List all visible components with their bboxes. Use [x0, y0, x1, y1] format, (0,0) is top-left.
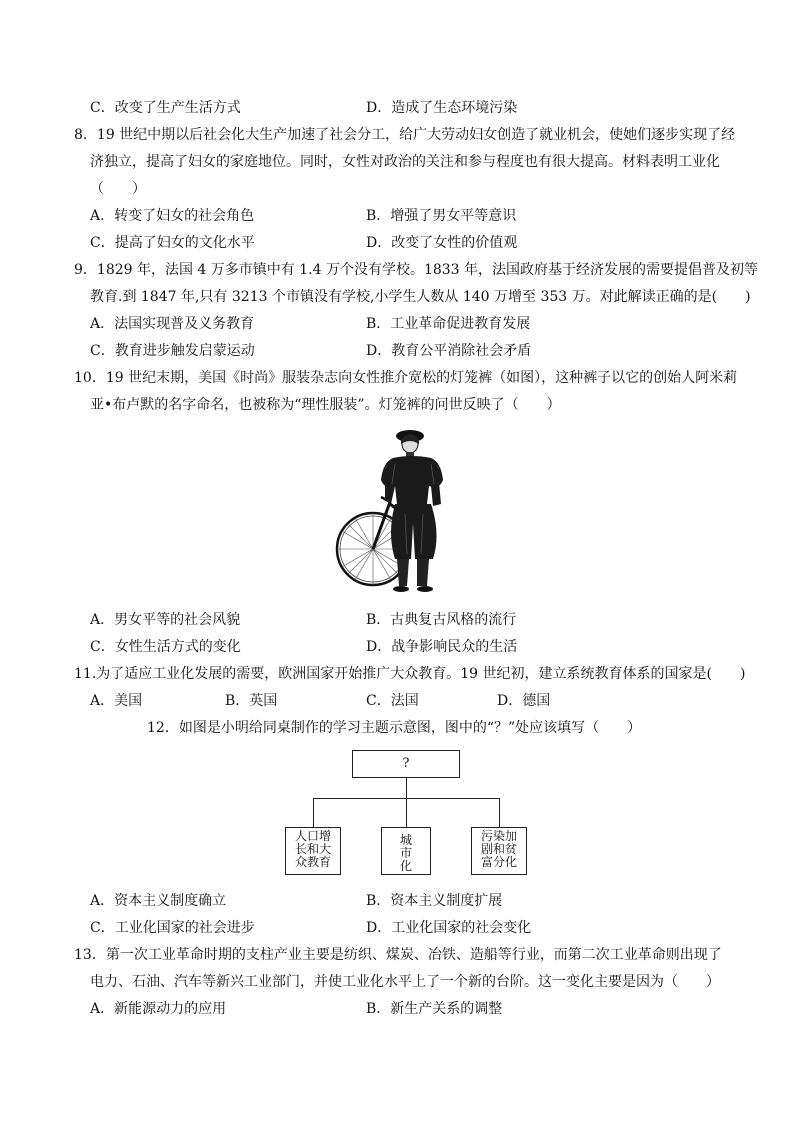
diagram-connector-middle — [406, 798, 407, 827]
q9-stem-line2: 教育.到 1847 年,只有 3213 个市镇没有学校,小学生人数从 140 万增至 353 万。对此解读正确的是( ) — [90, 289, 751, 305]
bloomer-woman-bicycle-image — [335, 424, 475, 599]
diagram-connector-right — [499, 798, 500, 827]
diagram-box-population-education-text: 人口增长和大众教育 — [294, 829, 331, 869]
q12-option-d: D．工业化国家的社会变化 — [366, 920, 532, 936]
q13-option-a: A．新能源动力的应用 — [90, 1001, 227, 1017]
q9-option-a: A．法国实现普及义务教育 — [90, 316, 255, 332]
q8-answer-blank: （ ） — [90, 181, 146, 197]
q10-option-c: C．女性生活方式的变化 — [90, 639, 241, 655]
diagram-connector-left — [313, 798, 314, 827]
bloomer-illustration-svg — [335, 424, 475, 599]
q9-option-b: B．工业革命促进教育发展 — [366, 316, 531, 332]
q8-option-d: D．改变了女性的价值观 — [366, 235, 518, 251]
diagram-connector-main — [406, 778, 407, 798]
q9-option-c: C．教育进步触发启蒙运动 — [90, 343, 255, 359]
q11-option-a: A．美国 — [90, 693, 143, 709]
diagram-topic-box: ? — [352, 750, 460, 778]
q10-option-a: A．男女平等的社会风貌 — [90, 612, 241, 628]
q10-option-d: D．战争影响民众的生活 — [366, 639, 518, 655]
q12-stem-line1: 12．如图是小明给同桌制作的学习主题示意图，图中的“？”处应该填写（ ） — [147, 720, 642, 736]
q8-stem-line1: 8．19 世纪中期以后社会化大生产加速了社会分工，给广大劳动妇女创造了就业机会，使她们逐步实现了经 — [74, 127, 736, 143]
q10-option-b: B．古典复古风格的流行 — [366, 612, 517, 628]
q13-stem-line1: 13．第一次工业革命时期的支柱产业主要是纺织、煤炭、冶铁、造船等行业，而第二次工业革命则出现了 — [74, 947, 722, 963]
q8-stem-line2: 济独立，提高了妇女的家庭地位。同时，女性对政治的关注和参与程度也有很大提高。材料表明工业化 — [90, 154, 720, 170]
q12-option-a: A．资本主义制度确立 — [90, 893, 227, 909]
q10-stem-line2: 亚•布卢默的名字命名，也被称为“理性服装”。灯笼裤的问世反映了（ ） — [90, 397, 561, 413]
q8-option-c: C．提高了妇女的文化水平 — [90, 235, 255, 251]
q8-option-b: B．增强了男女平等意识 — [366, 208, 517, 224]
q11-option-c: C．法国 — [366, 693, 419, 709]
q11-option-b: B．英国 — [225, 693, 278, 709]
q13-stem-line2: 电力、石油、汽车等新兴工业部门，并使工业化水平上了一个新的台阶。这一变化主要是因为（ ） — [90, 974, 720, 990]
q7-option-c: C．改变了生产生活方式 — [90, 100, 241, 116]
q9-option-d: D．教育公平消除社会矛盾 — [366, 343, 532, 359]
q12-option-c: C．工业化国家的社会进步 — [90, 920, 255, 936]
diagram-box-population-education — [285, 827, 341, 875]
q11-stem-line1: 11.为了适应工业化发展的需要，欧洲国家开始推广大众教育。19 世纪初，建立系统教育体系的国家是( ) — [74, 666, 746, 682]
diagram-box-pollution-polarization-text: 污染加剧和贫富分化 — [480, 829, 517, 869]
q10-stem-line1: 10．19 世纪末期，美国《时尚》服装杂志向女性推介宽松的灯笼裤（如图），这种裤子以它的创始人阿米莉 — [74, 370, 738, 386]
diagram-box-pollution-polarization — [471, 827, 527, 875]
q7-option-d: D．造成了生态环境污染 — [366, 100, 518, 116]
q9-stem-line1: 9．1829 年，法国 4 万多市镇中有 1.4 万个没有学校。1833 年，法国政府基于经济发展的需要提倡普及初等 — [74, 262, 759, 278]
q13-option-b: B．新生产关系的调整 — [366, 1001, 503, 1017]
q12-option-b: B．资本主义制度扩展 — [366, 893, 503, 909]
diagram-box-urbanization — [381, 827, 431, 875]
diagram-box-urbanization-text: 城市化 — [399, 833, 412, 873]
q8-option-a: A．转变了妇女的社会角色 — [90, 208, 255, 224]
q11-option-d: D．德国 — [497, 693, 551, 709]
